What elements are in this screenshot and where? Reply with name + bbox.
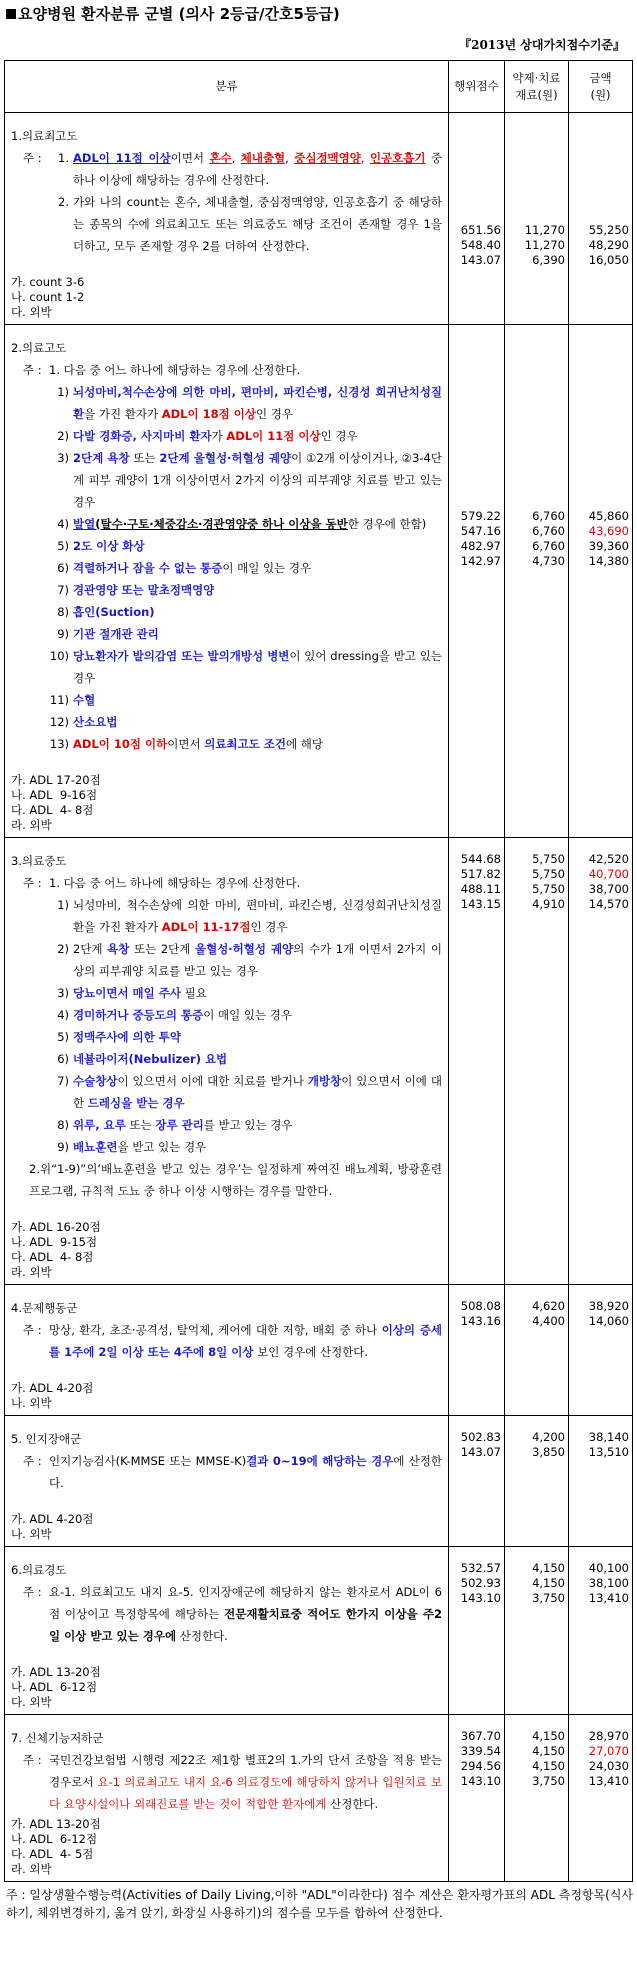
- fee-row-amount: 13,410: [588, 1774, 629, 1788]
- fee-row-label: 가. ADL 16-20점: [11, 1220, 101, 1234]
- section-note: 주 : 국민건강보험법 시행령 제22조 제1항 별표2의 1.가의 단서 조항을 적용 받는 경우로서 요-1 의료최고도 내지 요-6 의료경도에 해당하지 않거나 입원치료 보다 요양시설이나 외래진료를 받는 것이 적합한 환자에게 산정한다.: [23, 1753, 442, 1811]
- fee-row-amount: 39,360: [588, 539, 629, 553]
- fee-row-amount: 28,970: [588, 1729, 629, 1743]
- drug-column: [505, 1285, 569, 1416]
- fee-row-amount: 42,520: [588, 852, 629, 866]
- fee-row-points: 532.57: [460, 1561, 501, 1575]
- square-bullet-icon: [6, 9, 16, 19]
- fee-row-amount: 38,700: [588, 882, 629, 896]
- points-column: [449, 113, 505, 325]
- fee-row-label: 가. ADL 4-20점: [11, 1381, 94, 1395]
- fee-row-amount: 16,050: [588, 253, 629, 267]
- fee-row-drug: 3,750: [532, 1591, 565, 1605]
- fee-row-label: 나. 외박: [11, 1396, 52, 1410]
- fee-row-points: 502.93: [460, 1576, 501, 1590]
- fee-row-amount: 14,380: [588, 554, 629, 568]
- fee-row-points: 143.10: [460, 1774, 501, 1788]
- fee-row-drug: 5,750: [532, 852, 565, 866]
- fee-row-amount: 48,290: [588, 238, 629, 252]
- header-classification: 분류: [5, 61, 449, 113]
- fee-row-label: 나. ADL 6-12점: [11, 1680, 98, 1694]
- section-description: [5, 838, 449, 1285]
- section-row: [5, 838, 633, 1285]
- section-row: [5, 325, 633, 838]
- standard-year-label: 『2013년 상대가치점수기준』: [459, 38, 625, 52]
- fee-row-label: 나. ADL 6-12점: [11, 1832, 98, 1846]
- amount-column: [569, 838, 633, 1285]
- fee-row-drug: 6,760: [532, 524, 565, 538]
- fee-row-label: 가. ADL 13-20점: [11, 1665, 101, 1679]
- fee-row-label: 라. 외박: [11, 1862, 52, 1876]
- fee-row-drug: 6,390: [532, 253, 565, 267]
- section-note: 주 : 1. 다음 중 어느 하나에 해당하는 경우에 산정한다. 1) 뇌성마비,척수손상에 의한 마비, 편마비, 파킨슨병, 신경성 희귀난치성질환을 가진 환자가 ADL이 18점 이상인 경우 2) 다발 경화증, 사지마비 환자가 ADL이 11점 이상인 경우 3) 2단계 욕창 또는 2단계 울혈성·허혈성 궤양이 ①2개 이상이거나, ②3-4단계 피부 궤양이 1개 이상이면서 2가지 이상의 피부궤양 치료를 받고 있는 경우 4) 발열(탈수·구토·체중감소·경관영양중 하나 이상을 동반한 경우에 한함) 5) 2도 이상 화상 6) 격렬하거나 잠을 수 없는 통증이 매일 있는 경우 7) 경관영양 또는 말초정맥영양 8) 흡인(Suction) 9) 기관 절개관 관리 10) 당뇨환자가 발의감염 또는 발의개방성 병변이 있어 dressing을 받고 있는 경우 11) 수혈 12) 산소요법 13) ADL이 10점 이하이면서 의료최고도 조건에 해당: [23, 363, 442, 751]
- fee-row-drug: 4,150: [532, 1561, 565, 1575]
- fee-row-amount: 38,920: [588, 1299, 629, 1313]
- fee-row-amount: 38,140: [588, 1430, 629, 1444]
- page-title: 요양병원 환자분류 군별 (의사 2등급/간호5등급): [4, 4, 633, 24]
- fee-row-amount: 13,410: [588, 1591, 629, 1605]
- amount-column: [569, 1715, 633, 1882]
- fee-row-points: 143.15: [460, 897, 501, 911]
- fee-row-points: 367.70: [460, 1729, 501, 1743]
- section-row: [5, 1547, 633, 1715]
- amount-column: [569, 113, 633, 325]
- fee-row-amount: 27,070: [588, 1744, 629, 1758]
- fee-row-drug: 4,730: [532, 554, 565, 568]
- points-column: [449, 838, 505, 1285]
- fee-row-points: 143.16: [460, 1314, 501, 1328]
- fee-row-drug: 6,760: [532, 509, 565, 523]
- points-column: [449, 1547, 505, 1715]
- section-title: 6.의료경도: [11, 1563, 67, 1577]
- fee-row-label: 가. count 3-6: [11, 275, 85, 289]
- fee-row-label: 다. ADL 4- 5점: [11, 1847, 94, 1861]
- section-description: [5, 325, 449, 838]
- fee-row-label: 나. ADL 9-16점: [11, 788, 98, 802]
- points-column: [449, 325, 505, 838]
- note-item: 1. ADL이 11점 이상이면서 혼수, 체내출혈, 중심정맥영양, 인공호흡기 중 하나 이상에 해당하는 경우에 산정한다.: [58, 151, 443, 187]
- section-row: [5, 1715, 633, 1882]
- amount-column: [569, 1416, 633, 1547]
- fee-row-drug: 3,750: [532, 1774, 565, 1788]
- section-title: 5. 인지장애군: [11, 1432, 82, 1446]
- fee-row-label: 가. ADL 13-20점: [11, 1817, 101, 1831]
- amount-column: [569, 325, 633, 838]
- fee-row-drug: 4,150: [532, 1729, 565, 1743]
- fee-row-amount: 40,700: [588, 867, 629, 881]
- fee-row-label: 다. 외박: [11, 1695, 52, 1709]
- fee-row-amount: 14,060: [588, 1314, 629, 1328]
- drug-column: [505, 1547, 569, 1715]
- fee-row-label: 가. ADL 17-20점: [11, 773, 101, 787]
- fee-row-amount: 24,030: [588, 1759, 629, 1773]
- points-column: [449, 1416, 505, 1547]
- fee-row-label: 나. ADL 9-15점: [11, 1235, 98, 1249]
- fee-row-points: 508.08: [460, 1299, 501, 1313]
- fee-row-points: 502.83: [460, 1430, 501, 1444]
- fee-row-amount: 43,690: [588, 524, 629, 538]
- fee-row-points: 517.82: [460, 867, 501, 881]
- section-title: 2.의료고도: [11, 341, 67, 355]
- drug-column: [505, 1416, 569, 1547]
- fee-row-drug: 11,270: [524, 223, 565, 237]
- section-note: 주 : 1. 다음 중 어느 하나에 해당하는 경우에 산정한다. 1) 뇌성마비, 척수손상에 의한 마비, 편마비, 파킨슨병, 신경성희귀난치성질환을 가진 환자가 ADL이 11-17점인 경우 2) 2단계 욕창 또는 2단계 울혈성·허혈성 궤양의 수가 1개 이면서 2가지 이상의 피부궤양 치료를 받고 있는 경우 3) 당뇨이면서 매일 주사 필요 4) 경미하거나 중등도의 통증이 매일 있는 경우 5) 정맥주사에 의한 투약 6) 네뷸라이저(Nebulizer) 요법 7) 수술창상이 있으면서 이에 대한 치료를 받거나 개방창이 있으면서 이에 대한 드레싱을 받는 경우 8) 위루, 요루 또는 장루 관리를 받고 있는 경우 9) 배뇨훈련을 받고 있는 경우: [23, 876, 443, 1154]
- fee-row-label: 다. ADL 4- 8점: [11, 1250, 94, 1264]
- fee-row-drug: 4,150: [532, 1759, 565, 1773]
- drug-column: [505, 1715, 569, 1882]
- fee-row-points: 142.97: [460, 554, 501, 568]
- fee-row-drug: 6,760: [532, 539, 565, 553]
- section-note: 주 : 1. ADL이 11점 이상이면서 혼수, 체내출혈, 중심정맥영양, 인공호흡기 중 하나 이상에 해당하는 경우에 산정한다. 2. 가와 나의 count는 혼수, 체내출혈, 중심정맥영양, 인공호흡기 중 해당하는 종목의 수에 의료최고도 또는 의료중도 해당 조건이 존재할 경우 1을 더하고, 모두 존재할 경우 2를 더하여 산정한다.: [11, 147, 442, 257]
- drug-column: [505, 325, 569, 838]
- table-header-row: [5, 61, 633, 113]
- points-column: [449, 1715, 505, 1882]
- header-points: 행위점수: [449, 61, 505, 113]
- fee-row-label: 다. 외박: [11, 305, 52, 319]
- fee-row-points: 651.56: [460, 223, 501, 237]
- section-row: [5, 113, 633, 325]
- fee-row-drug: 4,150: [532, 1744, 565, 1758]
- fee-row-label: 다. ADL 4- 8점: [11, 803, 94, 817]
- fee-row-points: 544.68: [460, 852, 501, 866]
- fee-row-amount: 40,100: [588, 1561, 629, 1575]
- section-title: 4.문제행동군: [11, 1301, 78, 1315]
- drug-column: [505, 113, 569, 325]
- section-description: [5, 1715, 449, 1882]
- section-description: [5, 1547, 449, 1715]
- fee-row-label: 라. 외박: [11, 1265, 52, 1279]
- section-title: 1.의료최고도: [11, 129, 78, 143]
- footnote: 주 : 일상생활수행능력(Activities of Daily Living,이하 "ADL"이라한다) 점수 계산은 환자평가표의 ADL 측정항목(식사하기, 체위변경하기, 옮겨 앉기, 화장실 사용하기)의 점수를 모두를 합하여 산정한다.: [6, 1888, 633, 1920]
- fee-row-label: 라. 외박: [11, 818, 52, 832]
- fee-row-drug: 4,400: [532, 1314, 565, 1328]
- fee-row-drug: 11,270: [524, 238, 565, 252]
- section-row: [5, 1285, 633, 1416]
- header-amount: 금액 (원): [569, 61, 633, 113]
- header-drug-material: 약제·치료 재료(원): [505, 61, 569, 113]
- drug-column: [505, 838, 569, 1285]
- section-note-2: 2.위“1-9)”의‘배뇨훈련을 받고 있는 경우’는 일정하게 짜여진 배뇨계획, 방광훈련 프로그램, 규칙적 도뇨 중 하나 이상 시행하는 경우를 말한다.: [29, 1162, 442, 1198]
- fee-row-drug: 5,750: [532, 867, 565, 881]
- fee-row-points: 488.11: [460, 882, 501, 896]
- fee-row-amount: 45,860: [588, 509, 629, 523]
- fee-row-label: 나. count 1-2: [11, 290, 85, 304]
- fee-row-points: 482.97: [460, 539, 501, 553]
- section-row: [5, 1416, 633, 1547]
- fee-row-amount: 55,250: [588, 223, 629, 237]
- classification-table: [4, 60, 633, 1882]
- amount-column: [569, 1547, 633, 1715]
- fee-row-points: 548.40: [460, 238, 501, 252]
- section-note: 주 : 요-1. 의료최고도 내지 요-5. 인지장애군에 해당하지 않는 환자로서 ADL이 6점 이상이고 특정항목에 해당하는 전문재활치료중 적어도 한가지 이상을 주2일 이상 받고 있는 경우에 산정한다.: [23, 1585, 442, 1643]
- fee-row-points: 339.54: [460, 1744, 501, 1758]
- fee-row-drug: 4,200: [532, 1430, 565, 1444]
- fee-row-amount: 38,100: [588, 1576, 629, 1590]
- fee-row-drug: 4,150: [532, 1576, 565, 1590]
- section-note: 주 : 망상, 환각, 초조·공격성, 탈억제, 케어에 대한 저항, 배회 중 하나 이상의 증세를 1주에 2일 이상 또는 4주에 8일 이상 보인 경우에 산정한다.: [23, 1323, 442, 1359]
- fee-row-label: 나. 외박: [11, 1527, 52, 1541]
- section-note: 주 : 인지기능검사(K-MMSE 또는 MMSE-K)결과 0~19에 해당하는 경우에 산정한다.: [23, 1454, 442, 1490]
- fee-row-drug: 4,910: [532, 897, 565, 911]
- section-description: [5, 1416, 449, 1547]
- fee-row-points: 547.16: [460, 524, 501, 538]
- amount-column: [569, 1285, 633, 1416]
- fee-row-points: 143.07: [460, 253, 501, 267]
- fee-row-drug: 4,620: [532, 1299, 565, 1313]
- fee-row-amount: 13,510: [588, 1445, 629, 1459]
- fee-row-points: 143.07: [460, 1445, 501, 1459]
- fee-row-points: 143.10: [460, 1591, 501, 1605]
- fee-row-points: 579.22: [460, 509, 501, 523]
- note-item: 2. 가와 나의 count는 혼수, 체내출혈, 중심정맥영양, 인공호흡기 중 해당하는 종목의 수에 의료최고도 또는 의료중도 해당 조건이 존재할 경우 1을 더하고, 모두 존재할 경우 2를 더하여 산정한다.: [58, 195, 442, 253]
- fee-row-drug: 3,850: [532, 1445, 565, 1459]
- fee-row-amount: 14,570: [588, 897, 629, 911]
- section-title: 7. 신체기능저하군: [11, 1731, 104, 1745]
- points-column: [449, 1285, 505, 1416]
- fee-row-drug: 5,750: [532, 882, 565, 896]
- section-description: [5, 1285, 449, 1416]
- fee-row-points: 294.56: [460, 1759, 501, 1773]
- section-title: 3.의료중도: [11, 854, 67, 868]
- fee-row-label: 가. ADL 4-20점: [11, 1512, 94, 1526]
- section-description: [5, 113, 449, 325]
